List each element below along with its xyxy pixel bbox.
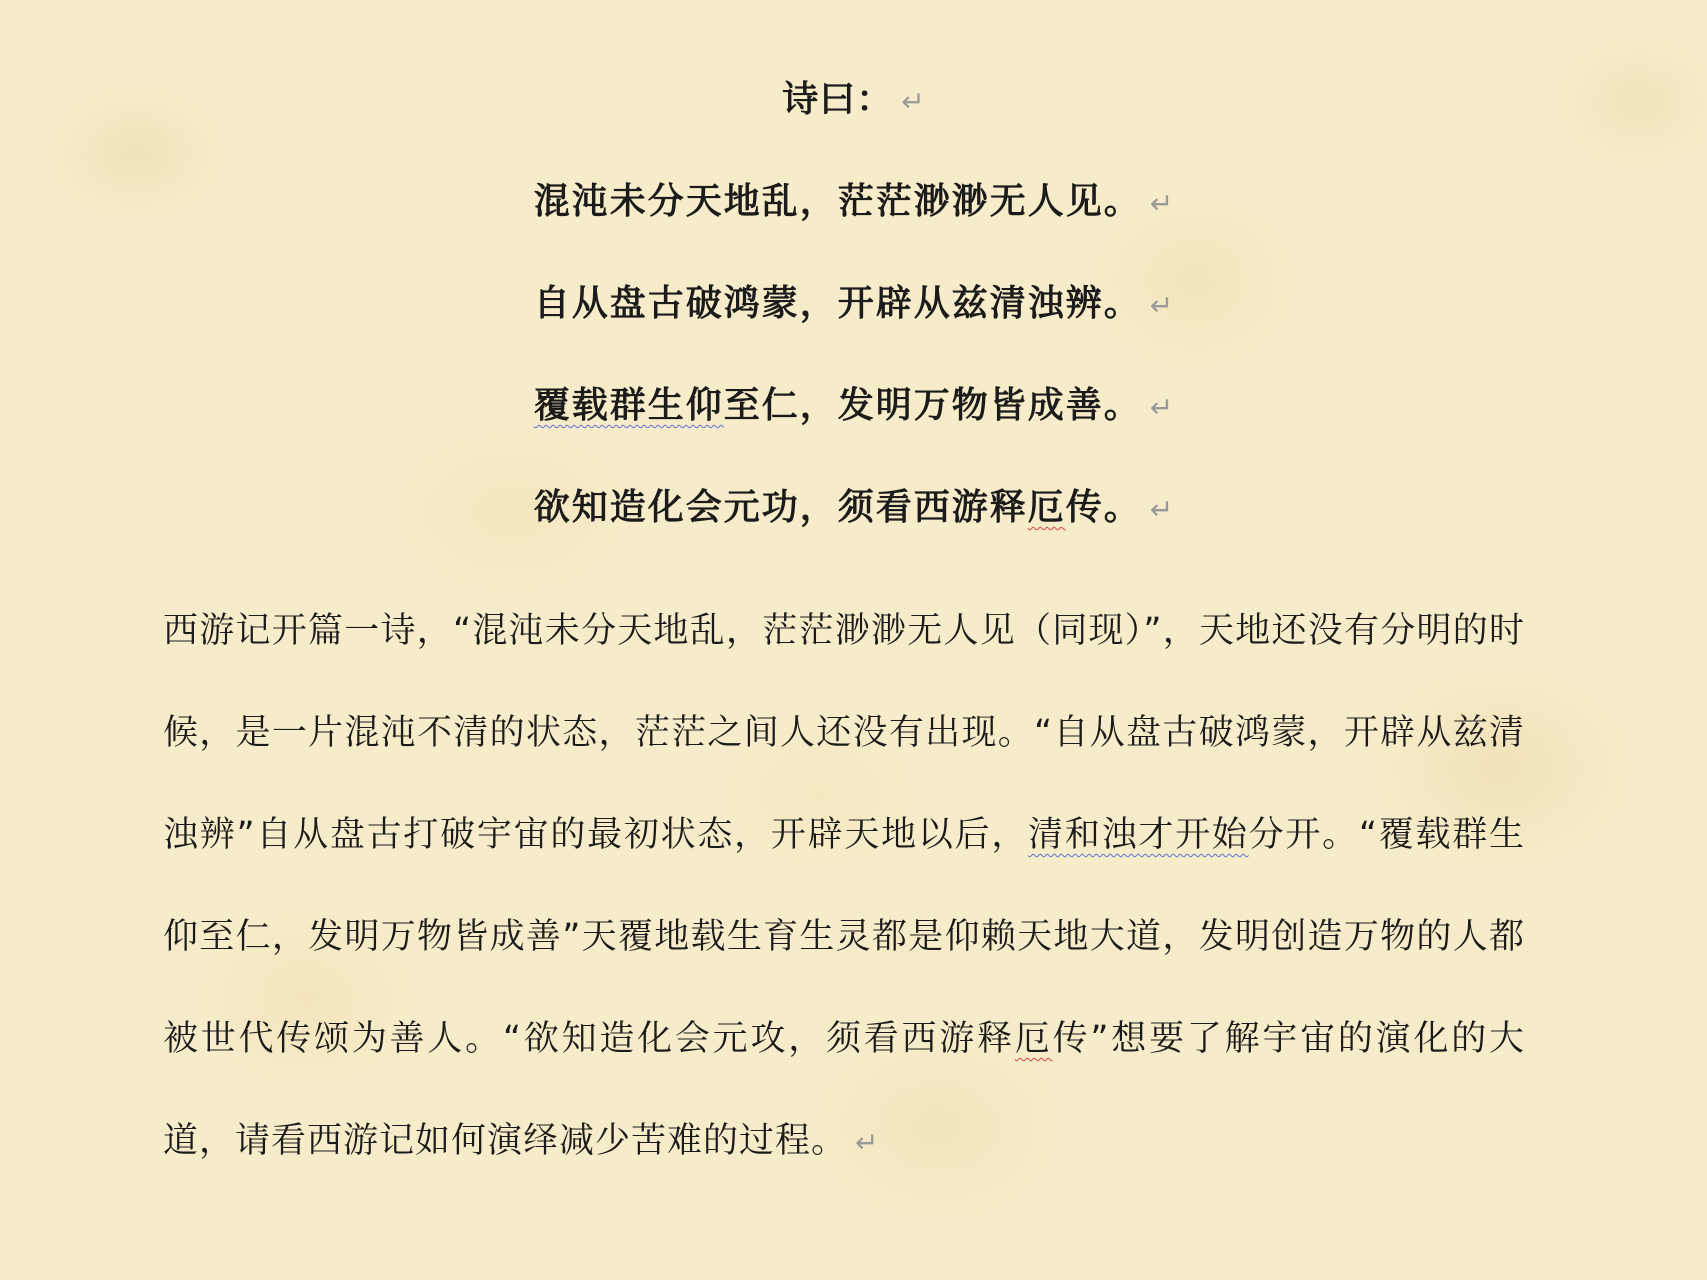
paragraph-mark-icon: ↵ bbox=[901, 85, 925, 118]
commentary-text: 西游记开篇一诗，“混沌未分天地乱，茫茫渺渺无人见（同现）”，天地还没有分明的时候，是一片混沌不清的状态，茫茫之间人还没有出现。“自从盘古破鸿蒙，开辟从兹清浊辨”自从盘古打破宇宙的最初状态，开辟天地以后， bbox=[163, 611, 1525, 855]
grammar-flagged-text[interactable]: 清和浊才开始 bbox=[1028, 815, 1249, 855]
paragraph-mark-icon: ↵ bbox=[1149, 391, 1174, 424]
poem-line-text: 传。 bbox=[1065, 487, 1142, 528]
spelling-flagged-text[interactable]: 厄 bbox=[1014, 1019, 1053, 1059]
poem-line-4 bbox=[0, 478, 1707, 538]
paragraph-mark-icon: ↵ bbox=[1149, 187, 1174, 220]
commentary-text: 传”想要了解宇宙的演化的大道，请看西游记如何演绎减少苦难的过程。 bbox=[163, 1019, 1525, 1161]
poem-line-text: 欲知造化会元功，须看西游释 bbox=[533, 487, 1028, 528]
poem-line-text: 混沌未分天地乱，茫茫渺渺无人见。 bbox=[533, 181, 1142, 222]
paragraph-mark-icon: ↵ bbox=[855, 1126, 879, 1159]
grammar-flagged-text[interactable]: 覆载群生仰 bbox=[533, 385, 724, 426]
commentary-paragraph bbox=[163, 580, 1525, 1194]
commentary-text: 分开。“覆载群生仰至仁，发明万物皆成善”天覆地载生育生灵都是仰赖天地大道，发明创造万物的人都被世代传颂为善人。“欲知造化会元攻，须看西游释 bbox=[163, 815, 1525, 1059]
paragraph-mark-icon: ↵ bbox=[1149, 289, 1174, 322]
poem-line-2 bbox=[0, 274, 1707, 334]
poem-block bbox=[0, 70, 1707, 538]
poem-line-text: 至仁，发明万物皆成善。 bbox=[723, 385, 1142, 426]
poem-line-1 bbox=[0, 172, 1707, 232]
paragraph-mark-icon: ↵ bbox=[1149, 493, 1174, 526]
poem-title-text: 诗曰： bbox=[782, 79, 894, 120]
poem-line-3 bbox=[0, 376, 1707, 436]
spelling-flagged-text[interactable]: 厄 bbox=[1027, 487, 1066, 528]
poem-title bbox=[0, 70, 1707, 130]
poem-line-text: 自从盘古破鸿蒙，开辟从兹清浊辨。 bbox=[533, 283, 1142, 324]
